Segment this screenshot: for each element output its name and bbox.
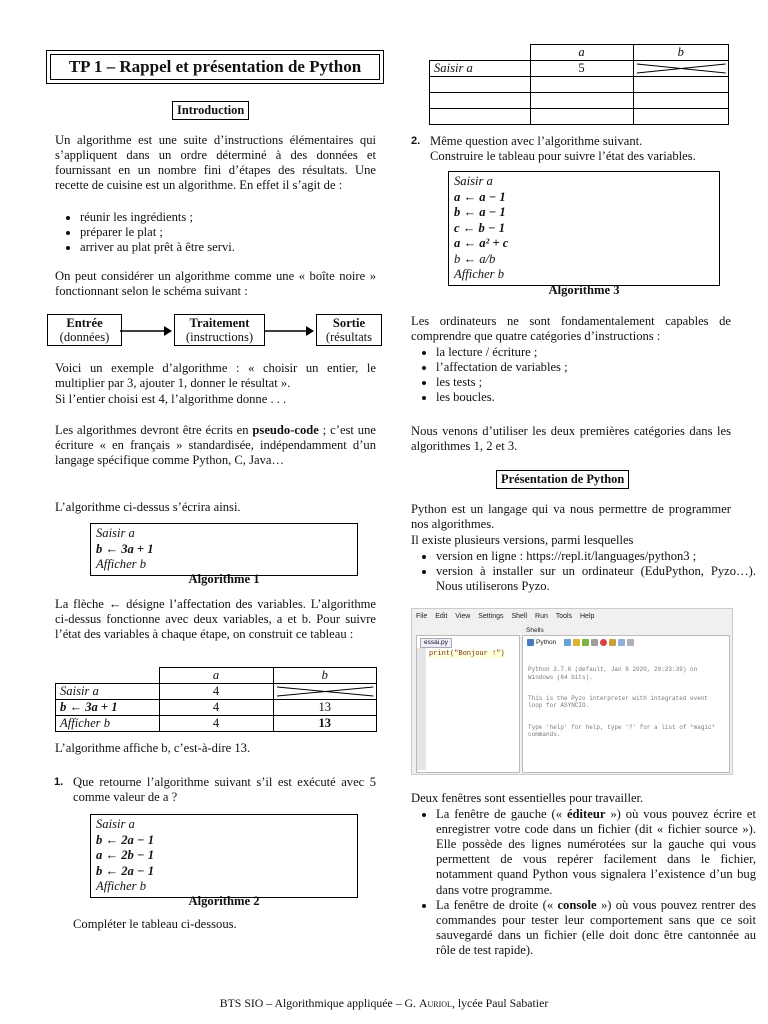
- flow-arrow-2-icon: [264, 325, 314, 337]
- alg3-line: Saisir a: [454, 174, 493, 188]
- pyzo-screenshot: [411, 608, 733, 775]
- table-cell: [530, 93, 633, 109]
- list-item: • l’affectation de variables ;: [436, 360, 736, 375]
- algorithm-1-caption: Algorithme 1: [188, 572, 260, 586]
- run-icon[interactable]: [564, 639, 571, 646]
- alg3-line: b ← a − 1: [454, 205, 506, 219]
- crossed-cell: [633, 61, 729, 77]
- table-row: [430, 61, 729, 77]
- table-cell: [430, 109, 531, 125]
- table-cell: [633, 93, 729, 109]
- intro-paragraph-2: On peut considérer un algorithme comme une « boîte noire » fonctionnant selon le schéma suivant :: [55, 269, 376, 299]
- list-item: • version à installer sur un ordinateur (EduPython, Pyzo…). Nous utiliserons Pyzo.: [436, 564, 756, 594]
- table-row: [56, 700, 377, 716]
- list-item: • arriver au plat prêt à être servi.: [80, 240, 380, 255]
- footer-left: BTS SIO – Algorithmique appliquée – G.: [219, 996, 419, 1010]
- list-item: • préparer le plat ;: [80, 225, 380, 240]
- question-2-line-2: Construire le tableau pour suivre l’état des variables.: [430, 149, 696, 163]
- pyzo-editor-pane[interactable]: [416, 635, 520, 773]
- table-cell: Saisir a: [430, 61, 531, 77]
- console-item-start: La fenêtre de droite («: [436, 897, 558, 912]
- table-row: [56, 684, 377, 700]
- question-1-text: Que retourne l’algorithme suivant s’il est exécuté avec 5 comme valeur de a ?: [73, 775, 376, 805]
- right-paragraph-12: Il existe plusieurs versions, parmi lesquelles: [411, 533, 634, 547]
- algorithm-3-caption: Algorithme 3: [548, 283, 620, 297]
- alg3-line: a ← a − 1: [454, 189, 506, 204]
- python-versions-list: [411, 549, 756, 594]
- question-1-number: 1.: [54, 776, 64, 788]
- table-cell: b ← 3a + 1: [56, 700, 160, 716]
- table-cell: 13: [273, 716, 377, 732]
- table-cell: 4: [159, 716, 273, 732]
- algorithm-2-box: [90, 814, 358, 898]
- table-cell: 4: [159, 684, 273, 700]
- shell-output-line: [528, 753, 725, 760]
- table-cell: Afficher b: [56, 716, 160, 732]
- alg1-line: Saisir a: [96, 526, 135, 540]
- continue-icon[interactable]: [618, 639, 625, 646]
- intro-paragraph-5: L’algorithme ci-dessus s’écrira ainsi.: [55, 500, 241, 514]
- flow-output-box: [316, 314, 382, 346]
- intro-heading: Introduction: [172, 101, 249, 120]
- right-paragraph-11: Python est un langage qui va nous permettre de programmer nos algorithmes.: [411, 502, 731, 532]
- shell-output-line: Python 3.7.6 (default, Jan 8 2020, 20:23:39) on Windows (64 bits).: [528, 666, 701, 681]
- crossed-cell: [273, 684, 377, 700]
- shell-output: [528, 652, 725, 775]
- alg3-line: Afficher b: [454, 267, 505, 281]
- flow-input-title: Entrée: [66, 316, 103, 330]
- editor-tab-essai[interactable]: essai.py: [420, 638, 452, 648]
- table-row: [430, 77, 729, 93]
- list-item: [436, 898, 756, 958]
- menu-item-shell[interactable]: Shell: [511, 613, 528, 620]
- table-cell: 5: [530, 61, 633, 77]
- step-icon[interactable]: [609, 639, 616, 646]
- editor-item-bold: éditeur: [566, 807, 606, 821]
- alg2-line: Afficher b: [96, 879, 147, 893]
- table-cell: 4: [159, 700, 273, 716]
- editor-item-end: ») où vous pouvez écrire et enregistrer votre code dans un fichier (dit « fichier source »). Elle possède des lignes numérotées sur la gauche qui vous permettent de vous repérer facilement dans le fichier, notamment quand Python vous signalera l’existence d’un bug dans votre programme.: [436, 807, 756, 897]
- menu-item-settings[interactable]: Settings: [478, 613, 504, 620]
- console-item-bold: console: [557, 897, 597, 912]
- intro-paragraph-8: Compléter le tableau ci-dessous.: [73, 917, 237, 931]
- python-heading: Présentation de Python: [496, 470, 629, 489]
- alg1-line: b ← 3a + 1: [96, 541, 154, 556]
- flow-process-sub: (instructions): [185, 330, 254, 344]
- question-2-line-1: Même question avec l’algorithme suivant.: [430, 134, 643, 148]
- table-cell: Saisir a: [56, 684, 160, 700]
- flow-process-title: Traitement: [189, 316, 250, 330]
- menu-item-edit[interactable]: Edit: [435, 613, 448, 620]
- editor-item-start: La fenêtre de gauche («: [436, 807, 567, 821]
- flow-output-title: Sortie: [332, 316, 366, 330]
- table-cell: [430, 77, 531, 93]
- table-row: [56, 668, 377, 684]
- instruction-categories-list: [411, 345, 736, 405]
- alg2-line: b ← 2a − 1: [96, 832, 155, 847]
- intro-paragraph-6: La flèche ← désigne l’affectation des variables. L’algorithme ci-dessus fonctionne avec deux variables, a et b. Pour suivre l’état des variables à chaque étape, on construit ce tableau :: [55, 597, 376, 642]
- table-cell: [633, 109, 729, 125]
- list-item: • la lecture / écriture ;: [436, 345, 736, 360]
- footer-author: Auriol: [418, 996, 452, 1010]
- recipe-list: [55, 210, 380, 255]
- stop-icon[interactable]: [627, 639, 634, 646]
- table-cell: [530, 77, 633, 93]
- shell-toolbar: [527, 639, 636, 647]
- terminate-icon[interactable]: [600, 639, 607, 646]
- list-item: • réunir les ingrédients ;: [80, 210, 380, 225]
- intro-paragraph-3b: Si l’entier choisi est 4, l’algorithme donne . . .: [55, 392, 287, 406]
- alg2-line: Saisir a: [96, 817, 135, 831]
- p4-bold: pseudo-code: [252, 423, 319, 437]
- algorithm-1-box: [90, 523, 358, 576]
- pyzo-menu-bar: [416, 613, 600, 621]
- alg3-line: a ← a² + c: [454, 236, 509, 250]
- flow-input-box: [47, 314, 122, 346]
- editor-code-line[interactable]: print("Bonjour !"): [429, 650, 505, 658]
- list-item: • les tests ;: [436, 375, 736, 390]
- footer-right: , lycée Paul Sabatier: [451, 996, 549, 1010]
- flow-output-sub: (résultats: [325, 330, 373, 344]
- table-row: [430, 109, 729, 125]
- table-header-b: b: [633, 45, 729, 61]
- table-cell: [430, 45, 531, 61]
- p4-end: ; c’est une écriture « en français » standardisée, indépendamment d’un langage spécifique comme Python, C, Java…: [55, 423, 376, 468]
- restart-icon[interactable]: [582, 639, 589, 646]
- list-item: • version en ligne : https://repl.it/languages/python3 ;: [436, 549, 756, 564]
- alg1-line: Afficher b: [96, 557, 147, 571]
- shell-name[interactable]: Python: [536, 639, 557, 647]
- shell-output-line: Type 'help' for help, type '?' for a list of *magic* commands.: [528, 724, 719, 739]
- flow-process-box: [174, 314, 265, 346]
- console-item-end: ») où vous pouvez rentrer des commandes pour tester leur comportement sans que ce soit sauvegardé dans un fichier (elle doit donc être cantonnée au rôle de test rapide).: [436, 897, 757, 957]
- table-cell: [56, 668, 160, 684]
- variables-table-2: [429, 44, 729, 125]
- windows-list: [411, 807, 756, 958]
- menu-item-view[interactable]: View: [455, 613, 471, 620]
- list-item: • les boucles.: [436, 390, 736, 405]
- alg2-line: b ← 2a − 1: [96, 863, 155, 878]
- algorithm-2-caption: Algorithme 2: [188, 894, 260, 908]
- shell-output-line: This is the Pyzo interpreter with integrated event loop for ASYNCIO.: [528, 695, 712, 710]
- right-paragraph-10: Nous venons d’utiliser les deux premières catégories dans les algorithmes 1, 2 et 3.: [411, 424, 731, 454]
- menu-item-tools[interactable]: Tools: [555, 613, 573, 620]
- page-title: TP 1 – Rappel et présentation de Python: [50, 54, 380, 80]
- intro-paragraph-1: Un algorithme est une suite d’instructions élémentaires qui s’appliquent dans un ordre déterminé à des données et fournissant en un nombre fini d’étapes des résultats. Une recette de cuisine est un algorithme. En effet il s’agit de :: [55, 133, 376, 193]
- page-footer: [0, 996, 768, 1010]
- line-number-gutter: [417, 648, 426, 770]
- table-cell: [633, 77, 729, 93]
- alg2-line: a ← 2b − 1: [96, 848, 155, 862]
- table-header-b: b: [273, 668, 377, 684]
- right-paragraph-9: Les ordinateurs ne sont fondamentalement capables de comprendre que quatre catégories d’instructions :: [411, 314, 731, 344]
- table-cell: [430, 93, 531, 109]
- flow-arrow-1-icon: [120, 325, 172, 337]
- question-2-number: 2.: [411, 135, 421, 147]
- algorithm-3-box: [448, 171, 720, 286]
- alg3-line: b ← a/b: [454, 251, 496, 266]
- menu-item-run[interactable]: Run: [535, 613, 548, 620]
- python-icon: [527, 639, 534, 646]
- shells-label: Shells: [526, 627, 544, 634]
- table-header-a: a: [530, 45, 633, 61]
- p4-start: Les algorithmes devront être écrits en: [55, 423, 253, 437]
- intro-paragraph-4: [55, 423, 376, 468]
- table-header-a: a: [159, 668, 273, 684]
- table-row: [56, 716, 377, 732]
- flow-input-sub: (données): [59, 330, 110, 344]
- intro-paragraph-7: L’algorithme affiche b, c’est-à-dire 13.: [55, 741, 251, 755]
- shell-output-line: [528, 774, 725, 775]
- debug-icon[interactable]: [573, 639, 580, 646]
- table-cell: [530, 109, 633, 125]
- table-row: [430, 93, 729, 109]
- variables-table-1: [55, 667, 377, 732]
- pyzo-shell-pane[interactable]: [522, 635, 730, 773]
- right-paragraph-13: Deux fenêtres sont essentielles pour travailler.: [411, 791, 644, 805]
- menu-item-file[interactable]: File: [416, 613, 428, 620]
- title-frame: [46, 50, 384, 84]
- intro-paragraph-3: Voici un exemple d’algorithme : « choisir un entier, le multiplier par 3, ajouter 1, donner le résultat ».: [55, 361, 376, 391]
- table-row: [430, 45, 729, 61]
- alg3-line: c ← b − 1: [454, 220, 506, 235]
- list-item: [436, 807, 756, 898]
- menu-item-help[interactable]: Help: [580, 613, 595, 620]
- table-cell: 13: [273, 700, 377, 716]
- clear-icon[interactable]: [591, 639, 598, 646]
